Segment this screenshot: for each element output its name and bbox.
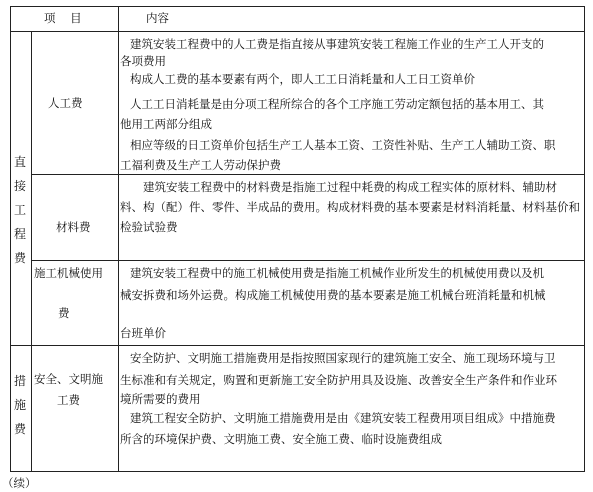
row-labor-line-6: 相应等级的日工资单价包括生产工人基本工资、工资性补贴、生产工人辅助工资、职 xyxy=(130,138,556,152)
row-labor-line-3: 构成人工费的基本要素有两个，即人工工日消耗量和人工日工资单价 xyxy=(130,72,475,86)
category-direct-cost: 直接工程费 xyxy=(13,155,26,265)
row-labor-line-4: 人工工日消耗量是由分项工程所综合的各个工序施工劳动定额包括的基本用工、其 xyxy=(130,97,544,111)
row-labor-label: 人工费 xyxy=(48,96,83,110)
row-material-line-2: 料、构（配）件、零件、半成品的费用。构成材料费的基本要素是材料消耗量、材料基价和 xyxy=(120,200,580,214)
row-machinery-line-2: 械安拆费和场外运费。构成施工机械使用费的基本要素是施工机械台班消耗量和机械 xyxy=(120,288,546,302)
row-machinery-label-2: 费 xyxy=(58,306,70,320)
table-bottom-border xyxy=(10,471,585,472)
row-safety-label-1: 安全、文明施 xyxy=(34,372,103,386)
row-labor-line-5: 他用工两部分组成 xyxy=(120,117,212,131)
row-labor-line-2: 各项费用 xyxy=(120,54,166,68)
row-machinery-line-1: 建筑安装工程费中的施工机械使用费是指施工机械作业所发生的机械使用费以及机 xyxy=(130,266,544,280)
category-column-divider xyxy=(31,31,32,472)
row-safety-line-1: 安全防护、文明施工措施费用是指按照国家现行的建筑施工安全、施工现场环境与卫 xyxy=(130,351,556,365)
row-machinery-label-1: 施工机械使用 xyxy=(34,266,103,280)
row-safety-line-2: 生标准和有关规定，购置和更新施工安全防护用具及设施、改善安全生产条件和作业环 xyxy=(120,373,557,387)
row-machinery-line-3: 台班单价 xyxy=(120,326,166,340)
table-right-border xyxy=(584,6,585,472)
content-column-divider xyxy=(118,6,119,472)
header-item: 项 目 xyxy=(44,11,82,25)
row-material-label: 材料费 xyxy=(56,220,91,234)
row-material-line-1: 建筑安装工程费中的材料费是指施工过程中耗费的构成工程实体的原材料、辅助材 xyxy=(143,180,557,194)
row-labor-line-7: 工福利费及生产工人劳动保护费 xyxy=(120,158,281,172)
table-top-border xyxy=(10,6,585,7)
row-labor-line-1: 建筑安装工程费中的人工费是指直接从事建筑安装工程施工作业的生产工人开支的 xyxy=(130,37,544,51)
section-divider xyxy=(10,345,585,346)
row-material-line-3: 检验试验费 xyxy=(120,220,178,234)
continued-note: （续） xyxy=(2,476,37,490)
row-safety-line-4: 建筑工程安全防护、文明施工措施费用是由《建筑安装工程费用项目组成》中措施费 xyxy=(130,411,556,425)
row-safety-label-2: 工费 xyxy=(57,393,80,407)
header-divider xyxy=(10,31,585,32)
row-safety-line-5: 所含的环境保护费、文明施工费、安全施工费、临时设施费组成 xyxy=(120,432,442,446)
row-divider-2 xyxy=(31,260,585,261)
table-left-border xyxy=(10,6,11,472)
row-divider-1 xyxy=(31,174,585,175)
header-content: 内容 xyxy=(146,11,169,25)
category-measures-cost: 措施费 xyxy=(13,374,26,436)
row-safety-line-3: 境所需要的费用 xyxy=(120,392,201,406)
